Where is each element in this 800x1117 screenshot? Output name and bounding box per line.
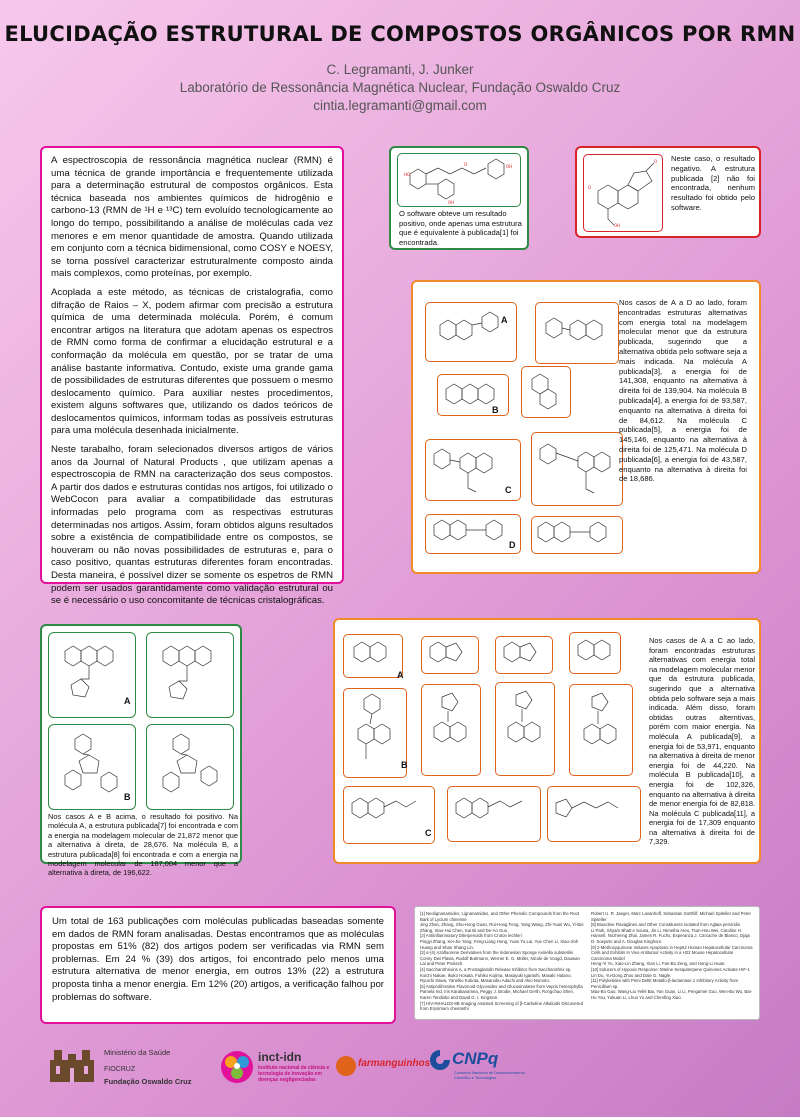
authors: C. Legramanti, J. Junker [326, 62, 474, 77]
molecule-A-alternative-1 [421, 636, 479, 674]
inct-subtitle: Instituto nacional de ciência e tecnologia de inovação em doenças negligenciadas [258, 1065, 330, 1083]
molecule-B-published [343, 688, 407, 778]
molecule-D-published [425, 514, 521, 554]
label-A: A [501, 315, 508, 325]
reference-entry: Koichi Nakae, Ikuko Hosata, Fuhiko Kojima, Masayuki Igarashi, Masaki Hatano, Ryuichi Sawa, Yanelko Kubota, Masanobu Adachi and Akio Nomoto. [420, 972, 572, 984]
orange-results-box-1 [411, 280, 761, 574]
green-box-2-caption: Nos casos A e B acima, o resultado foi positivo. Na molécula A, a estrutura publicada[7] foi encontrada e com a energia na modelagem molecular de 21,872 menor que a alternativa à direta, de 28,676. Na molécula B, a estrutura publicada[8] foi encontrada e com a energia na modelagem molecular de 167,004 menor que a alternativa à direta, de 196,622. [48, 812, 238, 878]
svg-text:OH: OH [614, 223, 621, 228]
farmanguinhos-label: farmanguinhos [358, 1058, 431, 1069]
svg-text:O: O [464, 162, 468, 167]
intro-paragraph-3: Neste tarabalho, foram selecionados diversos artigos de vários anos da Journal of Natural Products , que utilizam apenas a espectroscopia de RMN na caracterização dos seus compostos. A partir dos dados e estruturas contidas nos artigos, foi utilizado o WebCocon para avaliar a compatibilidade das estruturas informadas pelo programa com as respectivas estruturas determinadas nos artigos. Assim, foram obtidos alguns resultados sobre a existência de compatibilidade entre os compostos, se houveram ou não novas possibilidades de estruturas e, para o caso positivo, quantas estruturas diferentes foram encontradas. Desta maneira, é possível dizer se somente os espetros de RMN podem ser usados garantidamente como validação estrutural ou se é necessário o uso concomitante de técnicas cristalográficas. [51, 444, 333, 607]
label-A: A [124, 696, 131, 706]
molecule-B-alternative-2 [495, 682, 555, 776]
reference-entry: Heng-Yi Yu, Xiao-Lin Zhang, Xian Li, Fan-Bo Zeng, and Hong-Li Huan. [591, 961, 726, 967]
label-C: C [505, 485, 512, 495]
molecule-A-published [343, 634, 403, 678]
molecule-B-alternative [521, 366, 571, 418]
reference-entry: [10] Inducers of Hypoxic Response: Marine Sesquiterpene Quinones Activate HIF-1 [591, 966, 750, 972]
reference-entry: [11] Polyketides with Pinni Deltit Metallo-β-lactamase 1 Inhibitory Activity from Penicillium sp. [591, 978, 739, 989]
molecule-C-alternative [531, 432, 623, 506]
red-result-caption: Neste caso, o resultado negativo. A estrutura publicada [2] não foi encontrada, nenhum resultado foi obtido pelo software. [671, 154, 755, 212]
molecule-A-alternative-2 [495, 636, 553, 674]
affiliation: Laboratório de Ressonância Magnética Nuclear, Fundação Oswaldo Cruz [179, 80, 621, 95]
molecule-B-alternative-3 [569, 684, 633, 776]
reference-entry: [2] Antiinflammatory Diterpenoids from Croton lechleri [420, 933, 522, 939]
orange-box-2-text: Nos casos de A a C ao lado, foram encontradas estruturas alternativas com energia total na modelagem molecular menor que da estrutura publicada, sugerindo que a alternativa obtida pelo software seja a mais indicada. Além disso, foram obtidas outras alterntivas, porém com maior energia. Na molécula A publicada[9], a energia foi de 53,971, enquanto na alternativa à direita de menor energia foi de 44,220. Na molécula B publicada[10], a energia foi de 102,326, enquanto na alternativa à direita de menor energia foi de 82,818. Na molécula C publicada[11], a energia foi de 17,309 enquanto na alternativa à direita foi de 7,329. [649, 636, 755, 847]
orange-box-1-text: Nos casos de A a D ao lado, foram encontradas estruturas alternativas com energia total na modelagem molecular menor que da estrutura publicada, sugerindo que a alternativa obtida pelo software seja a mais indicada. Na molécula A publicada[3], a energia foi de 141,308, enquanto na alternativa à direita foi de 139,904. Na molécula B publicada[4], a energia foi de 93,587, enquanto na alternativa à direita foi de 84,612. Na molécula C publicada[5], a energia foi de 145,146, enquanto na alternativa à direita foi de 125,471. Na molécula D publicada[6], a energia foi de 43,587, enquanto na alternativa à direita foi de 18,686. [619, 298, 747, 484]
reference-entry: [4] Saccharothrixins A, a Prostaglandin Release Inhibitor from Saccharothrix sp. [420, 966, 572, 972]
reference-entry: [5] Antiproliferative Flavonoid Glycosides and Glucosinolates from Vepris heterophylla [420, 983, 583, 989]
svg-text:OH: OH [448, 200, 455, 205]
reference-entry: Lin Du, Yu-Dong Zhou and Dale G. Nagle. [591, 972, 672, 978]
green-result-box [389, 146, 529, 250]
molecule-A-alternative [146, 632, 234, 718]
conclusion-box [40, 906, 396, 1024]
cnpq-label: CNPq [452, 1049, 499, 1068]
molecule-D-alternative [531, 516, 623, 554]
references-left-column [420, 911, 584, 1012]
inct-flower-icon [220, 1050, 254, 1084]
intro-box [40, 146, 344, 607]
label-C: C [425, 828, 432, 838]
label-B: B [401, 760, 408, 770]
reference-entry: Li Park, Shyam Bhatt e Sousa, Jin Li, Nimetha Areu, Tsun-Hsu Wei, Caroline H. Hansell, Nozhenng Zhai, James R. Fuchs, Esperanza J. Carcache de Blanco, Djaja D. Soejarto and A. Douglas Kinghorn. [591, 927, 750, 944]
orange-results-box-2 [333, 618, 761, 864]
molecule-C-published [343, 786, 435, 844]
reference-entry: [8] Bioactive Flavaglines and Other Constituents Isolated from Aglaia perviridis [591, 922, 741, 928]
references-box [414, 906, 760, 1020]
molecule-C-alternative-1 [447, 786, 541, 842]
reference-entry: [3] α-(4) Azafluorene Derivatives from the Indonesian Sponge Axinella substerilis [420, 950, 574, 956]
reference-entry: Mao-Bo Gao, Wang-Liu Yefel Bai, Yan Guan, Li Li, Pengamei Guo, Wen-Bo Wu, Bai-Hu You, Yukuan Li, Lhun Yu and Chenfing Xiao. [591, 989, 752, 1000]
reference-entry: Pamela Ind, Iris Karakanamea, Peggy J. Brodie, Michael Gerth, Rongchao Shen, Karen Tendisko and David G. I. Kingston. [420, 989, 575, 1000]
label-A: A [397, 670, 404, 680]
intro-paragraph-1: A espectroscopia de ressonância magnética nuclear (RMN) é uma técnica de grande importância e frequentemente utilizada para a determinação estrutural de compostos orgânicos. Esta técnica baseada nos ambientes químicos de hidrogênio e carbono-13 (RMN de ¹H e ¹³C) tem evoluído tecnologicamente ao longo do tempo, possibilitando a análise de moléculas cada vez menores e em menor quantidade de amostra. Quando utilizada em conjunto com a técnica bidimensional, como COSY e NOESY, se torna possível caracterizar estruturalmente composto ainda mais complexos, como proteínas, por exemplo. [51, 155, 333, 280]
inct-label: inct-idn [258, 1050, 302, 1064]
ministry-label: Ministério da Saúde [104, 1048, 171, 1057]
intro-paragraph-2: Acoplada a este método, as técnicas de cristalografia, como difração de Raios – X, podem afirmar com precisão a estrutura química de uma determinada molécula. Porém, é comum encontrar artigos na literatura que adotam apenas os espectros de RMN como forma de confirmar a elucidação estrutural e a conformação da molécula em questão, por se tratar de uma análise bastante informativa. Contudo, existe uma grande gama de possibilidades de estruturas diferentes que possuem o mesmo deslocamento químico. Para auxiliar nestes procedimentos, existem alguns softwares que, utilizando os dados teóricos de deslocamentos químicos, informam todas as possíveis estruturas para uma molécula desenhada inicialmente. [51, 286, 333, 437]
molecule-B-alternative [146, 724, 234, 810]
reference-entry: [1] Neolignanamides, Lignanamides, and Other Phenolic Compounds from the Root Bark of Lycium chinense [420, 911, 580, 922]
molecule-drawing [398, 154, 520, 206]
molecule-A-published [425, 302, 517, 362]
molecule-C-alternative-2 [547, 786, 641, 842]
green-result-caption: O software obteve um resultado positivo, onde apenas uma estrutura que é equivalente à publicada[1] foi encontrada. [399, 209, 522, 247]
reference-entry: Robert U. R. Jaeger, Marc Lavanhoff, Sebastian Gotthilf, Michael Spiteller and Peter Spiteller [591, 911, 751, 922]
poster-title: ELUCIDAÇÃO ESTRUTURAL DE COMPOSTOS ORGÂNICOS POR RMN [4, 22, 796, 46]
molecule-A-alternative-3 [569, 632, 621, 674]
red-result-box [575, 146, 761, 238]
cnpq-subtitle: Conselho Nacional de Desenvolvimento Científico e Tecnológico [454, 1070, 525, 1080]
farmanguinhos-icon [336, 1056, 356, 1076]
molecule-B-alternative-1 [421, 684, 481, 776]
label-B: B [492, 405, 499, 415]
fiocruz-castle-icon [46, 1044, 98, 1084]
svg-text:O: O [654, 159, 658, 164]
fiocruz-label: FIOCRUZ [104, 1066, 136, 1073]
reference-entry: Pingyi Zhang, Kei-Jie Yang, Feng-Liang Hong, Yuan Yu Lai, Yue Chen Li, Xiao-Jinh Huang and Shan Shang Lin. [420, 938, 579, 950]
structure-image [583, 154, 663, 232]
label-D: D [509, 540, 516, 550]
references-right-column [591, 911, 755, 1001]
label-B: B [124, 792, 131, 802]
molecule-A-published [48, 632, 136, 718]
svg-text:O: O [588, 185, 592, 190]
molecule-drawing [584, 155, 662, 231]
molecule-B-published [48, 724, 136, 810]
reference-entry: Jing Zhan, Zhang, Shu-Hong Guan, Rui-Hong Feng, Yang Wang, Zhi-Yuan Wu, Yi-Bei Zhang, Xiao-Hui Chen, Kai Bi and De-An Guo. [420, 922, 584, 933]
fiocruz-full-label: Fundação Oswaldo Cruz [104, 1077, 192, 1086]
structure-image [397, 153, 521, 207]
reference-entry: Conny Dwi Plavia, Rudolf Buttmann, Werner E. G. Müller, Nicole de Voogd, Daowan Lai and Peter Proksch. [420, 955, 580, 967]
conclusion-text: Um total de 163 publicações com moléculas publicadas baseadas somente em dados de RMN foram analisadas. Destas encontramos que as moléculas propostas em 51% (82) dos artigos podem ser verificadas via RMN sem problemas. Em 24 % (39) dos artigos, foi encontrado pelo menos uma estrutura alternativa de menor energia, em outros 13% (22) a estrutura proposta tinha a menor energia. Em 12% (20) artigos, a verificação falhou por problemas do software. [52, 916, 384, 1003]
molecule-A-alternative [535, 302, 619, 364]
cnpq-icon [428, 1048, 452, 1072]
email[interactable]: cintia.legramanti@gmail.com [313, 98, 487, 113]
green-results-box-2 [40, 624, 242, 878]
svg-text:HO: HO [404, 172, 411, 177]
reference-entry: [9] 2-Methoxyquinone Induces Apoptosis in Hep62 Human Hepatocellular Carcinoma Cells and Exhibits In Vivo Antitumor Activity in a H22 Mouse Hepatocellular Carcinoma Model [591, 944, 753, 961]
reference-entry: [7] HIV-INHALDS-8B Imaging Assisted Screening of β-Carboline Alkaloids Discovered from Erysimum cheiranthi [420, 1000, 583, 1012]
svg-text:OH: OH [506, 164, 513, 169]
